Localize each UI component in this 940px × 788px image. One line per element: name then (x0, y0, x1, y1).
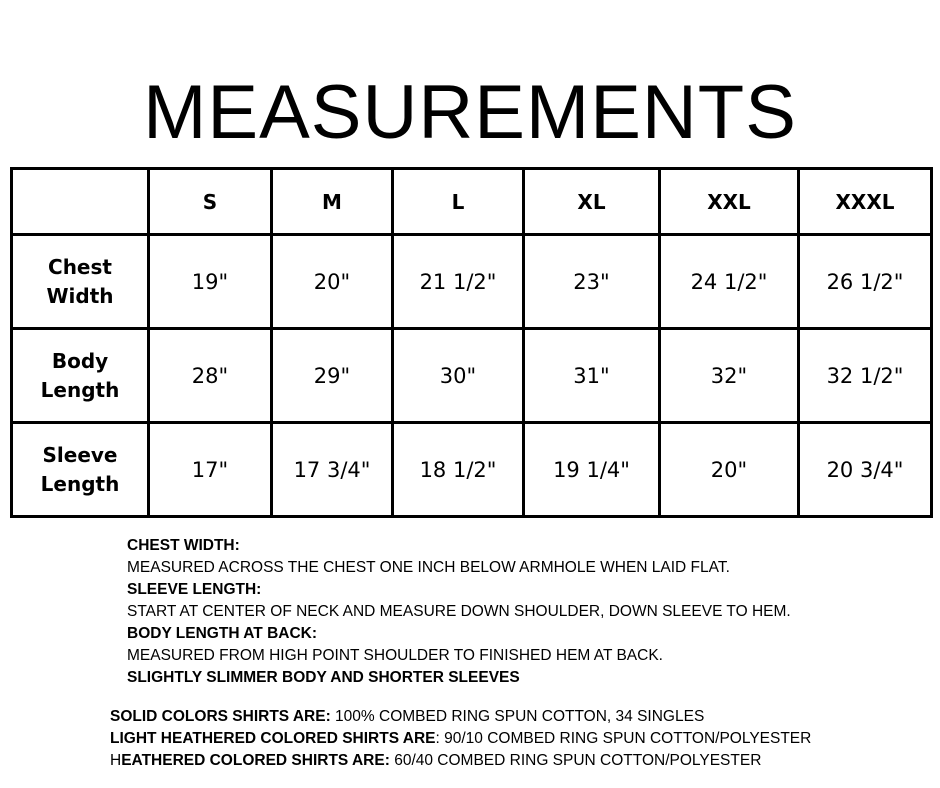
fabric-line-solid (110, 706, 811, 728)
table-header-row (12, 169, 932, 235)
size-header: XL (524, 169, 660, 235)
body-length-label: BODY LENGTH AT BACK: (127, 625, 318, 642)
body-length-text: MEASURED FROM HIGH POINT SHOULDER TO FINISHED HEM AT BACK. (127, 647, 663, 664)
size-header: L (393, 169, 524, 235)
fabric-line-light-heathered (110, 728, 811, 750)
table-cell: 18 1/2" (393, 423, 524, 517)
sleeve-length-text: START AT CENTER OF NECK AND MEASURE DOWN SHOULDER, DOWN SLEEVE TO HEM. (127, 603, 791, 620)
row-label-line: Length (40, 377, 120, 402)
fabric-label: SOLID COLORS SHIRTS ARE: (110, 708, 331, 725)
table-row-chest-width (12, 235, 932, 329)
table-cell: 21 1/2" (393, 235, 524, 329)
fabric-text: 100% COMBED RING SPUN COTTON, 34 SINGLES (330, 708, 705, 725)
row-label (12, 423, 149, 517)
fabric-prefix: H (110, 752, 122, 769)
table-row-sleeve-length (12, 423, 932, 517)
size-header: S (149, 169, 272, 235)
table-cell: 17" (149, 423, 272, 517)
table-cell: 20 3/4" (799, 423, 932, 517)
table-cell: 31" (524, 329, 660, 423)
table-cell: 19" (149, 235, 272, 329)
fabric-line-heathered (110, 750, 811, 772)
row-label-line: Length (40, 471, 120, 496)
row-label-line: Body (51, 348, 109, 373)
table-cell: 30" (393, 329, 524, 423)
fabric-text: : 90/10 COMBED RING SPUN COTTON/POLYESTER (435, 730, 812, 747)
fabric-label: EATHERED COLORED SHIRTS ARE: (121, 752, 390, 769)
row-label-line: Width (46, 283, 114, 308)
table-cell: 20" (272, 235, 393, 329)
size-header: M (272, 169, 393, 235)
table-cell: 23" (524, 235, 660, 329)
table-cell: 24 1/2" (660, 235, 799, 329)
table-row-body-length (12, 329, 932, 423)
row-label (12, 235, 149, 329)
table-cell: 28" (149, 329, 272, 423)
table-cell: 29" (272, 329, 393, 423)
fit-note: SLIGHTLY SLIMMER BODY AND SHORTER SLEEVES (127, 669, 520, 686)
page-title: MEASUREMENTS (143, 70, 797, 155)
fabric-text: 60/40 COMBED RING SPUN COTTON/POLYESTER (389, 752, 762, 769)
table-cell: 32 1/2" (799, 329, 932, 423)
chest-width-text: MEASURED ACROSS THE CHEST ONE INCH BELOW ARMHOLE WHEN LAID FLAT. (127, 559, 730, 576)
size-chart-table (10, 167, 933, 518)
row-label-line: Chest (48, 254, 112, 279)
table-cell: 17 3/4" (272, 423, 393, 517)
chest-width-label: CHEST WIDTH: (127, 537, 240, 554)
row-label (12, 329, 149, 423)
table-cell: 20" (660, 423, 799, 517)
table-cell: 19 1/4" (524, 423, 660, 517)
size-header: XXXL (799, 169, 932, 235)
fabric-label: LIGHT HEATHERED COLORED SHIRTS ARE (110, 730, 436, 747)
row-label-line: Sleeve (42, 442, 118, 467)
sleeve-length-label: SLEEVE LENGTH: (127, 581, 262, 598)
table-cell: 32" (660, 329, 799, 423)
corner-cell (12, 169, 149, 235)
table-cell: 26 1/2" (799, 235, 932, 329)
measurement-notes (127, 535, 791, 689)
fabric-info (110, 706, 811, 772)
size-header: XXL (660, 169, 799, 235)
